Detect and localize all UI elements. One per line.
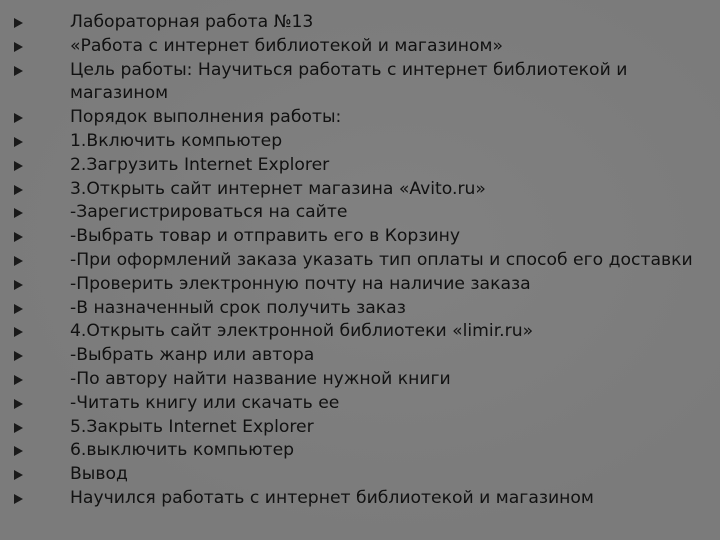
list-item-text: Порядок выполнения работы:	[70, 107, 342, 128]
bullet-arrow-icon	[14, 375, 23, 385]
list-item	[14, 416, 704, 440]
list-item	[14, 392, 704, 416]
list-item-text: -Выбрать жанр или автора	[70, 345, 315, 366]
list-item	[14, 225, 704, 249]
list-item-text: 6.выключить компьютер	[70, 440, 295, 461]
bullet-arrow-icon	[14, 208, 23, 218]
list-item	[14, 178, 704, 202]
list-item-text: 5.Закрыть Internet Explorer	[70, 416, 314, 437]
list-item	[14, 130, 704, 154]
list-item-text: -Читать книгу или скачать ее	[70, 392, 340, 413]
list-item	[14, 487, 704, 511]
list-item	[14, 11, 704, 35]
bullet-arrow-icon	[14, 470, 23, 480]
bullet-arrow-icon	[14, 42, 23, 52]
list-item	[14, 273, 704, 297]
list-item	[14, 297, 704, 321]
list-item	[14, 320, 704, 344]
bullet-arrow-icon	[14, 18, 23, 28]
list-item-text: 2.Загрузить Internet Explorer	[70, 154, 330, 175]
bullet-arrow-icon	[14, 351, 23, 361]
bullet-arrow-icon	[14, 137, 23, 147]
bullet-arrow-icon	[14, 185, 23, 195]
list-item-text: -Выбрать товар и отправить его в Корзину	[70, 226, 461, 247]
bullet-arrow-icon	[14, 304, 23, 314]
list-item	[14, 439, 704, 463]
list-item-text: 1.Включить компьютер	[70, 130, 283, 151]
list-item	[14, 106, 704, 130]
list-item-text: Цель работы: Научиться работать с интернет библиотекой и магазином	[70, 59, 628, 104]
bullet-arrow-icon	[14, 446, 23, 456]
bullet-list	[14, 11, 704, 511]
bullet-arrow-icon	[14, 494, 23, 504]
list-item	[14, 463, 704, 487]
list-item	[14, 344, 704, 368]
list-item-text: Лабораторная работа №13	[70, 12, 314, 32]
bullet-arrow-icon	[14, 280, 23, 290]
list-item-text: 3.Открыть сайт интернет магазина «Avito.ru»	[70, 178, 486, 199]
list-item	[14, 35, 704, 59]
bullet-arrow-icon	[14, 66, 23, 76]
list-item-text: -По автору найти название нужной книги	[70, 368, 451, 389]
list-item-text: Вывод	[70, 464, 128, 485]
list-item	[14, 59, 704, 107]
list-item	[14, 154, 704, 178]
list-item	[14, 201, 704, 225]
list-item-text: -При оформлений заказа указать тип оплаты и способ его доставки	[70, 249, 693, 270]
list-item-text: 4.Открыть сайт электронной библиотеки «limir.ru»	[70, 321, 534, 342]
list-item	[14, 249, 704, 273]
bullet-arrow-icon	[14, 423, 23, 433]
bullet-arrow-icon	[14, 256, 23, 266]
bullet-arrow-icon	[14, 232, 23, 242]
list-item-text: -Проверить электронную почту на наличие заказа	[70, 273, 531, 294]
list-item-text: Научился работать с интернет библиотекой и магазином	[70, 487, 594, 508]
list-item-text: -В назначенный срок получить заказ	[70, 297, 406, 318]
bullet-arrow-icon	[14, 113, 23, 123]
bullet-arrow-icon	[14, 161, 23, 171]
list-item-text: «Работа с интернет библиотекой и магазином»	[70, 35, 504, 56]
list-item-text: -Зарегистрироваться на сайте	[70, 202, 348, 223]
bullet-arrow-icon	[14, 327, 23, 337]
bullet-arrow-icon	[14, 399, 23, 409]
list-item	[14, 368, 704, 392]
